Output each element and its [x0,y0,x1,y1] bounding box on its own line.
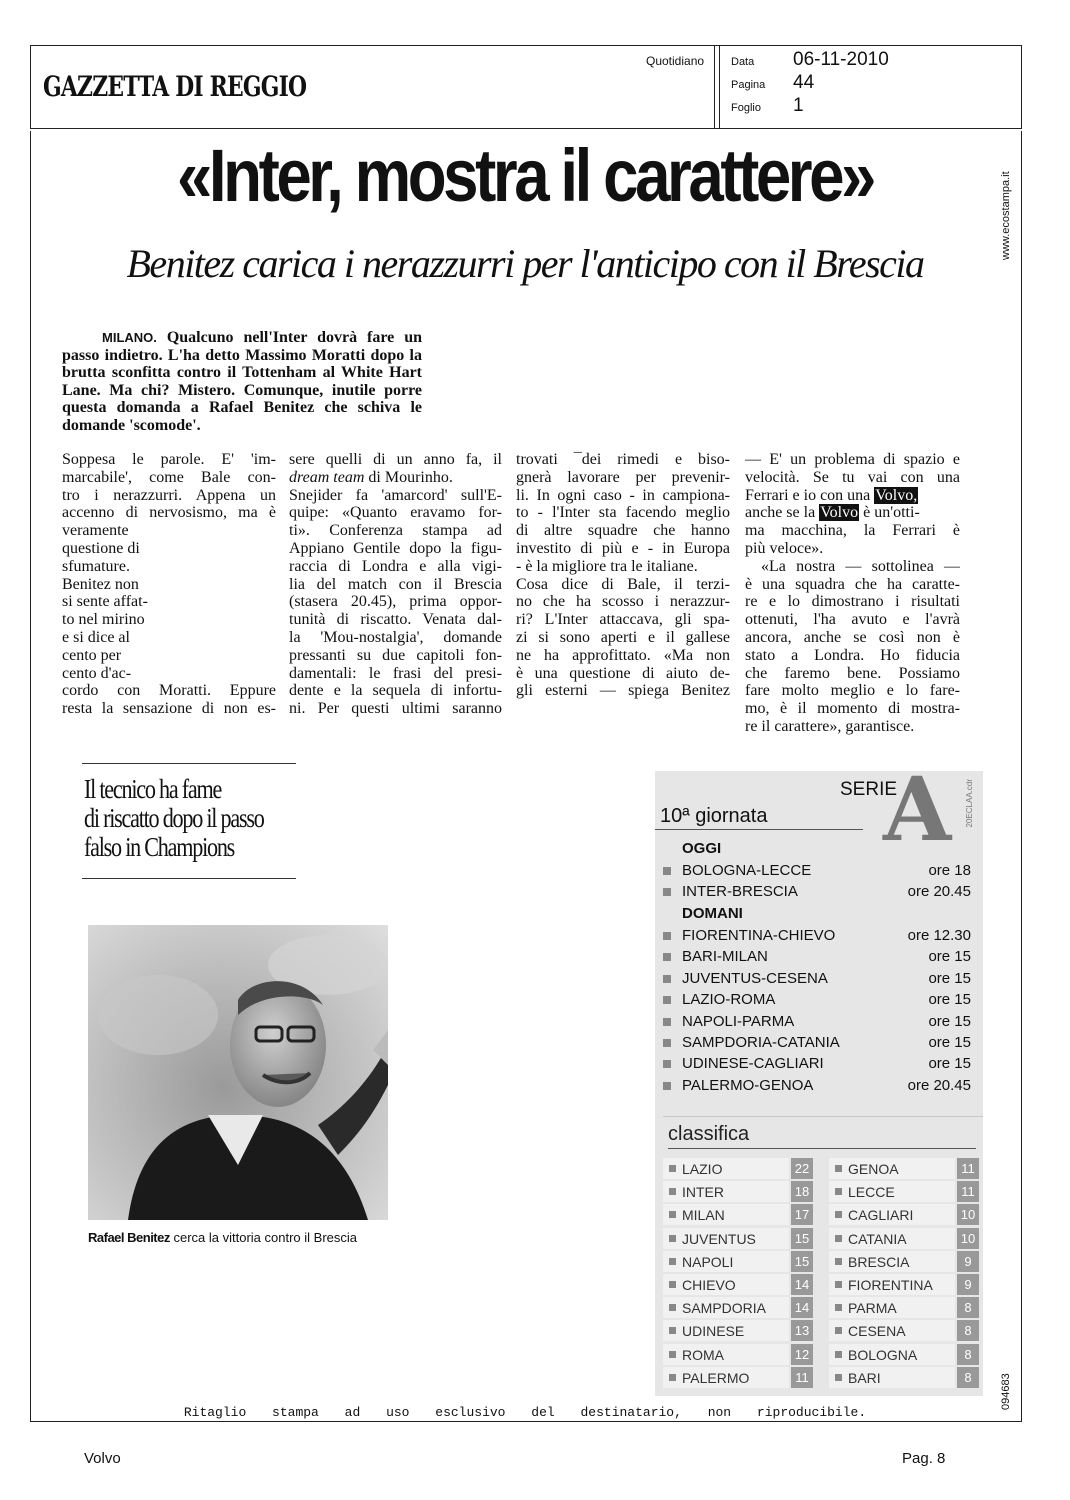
col3-line: gnerà lavorare per prevenir- [516,468,730,486]
fixture-row [655,926,983,947]
site-url: www.ecostampa.it [1000,171,1012,260]
article-column-4 [745,451,960,736]
col2-line: raccia di Londra e alla vigi- [289,557,502,575]
team-name: JUVENTUS [682,1230,756,1247]
fixture-time: ore 15 [928,1034,971,1051]
round-title: 10ª giornata [660,805,768,827]
bullet-icon [835,1281,842,1288]
fixture-teams: BOLOGNA-LECCE [682,862,812,879]
bullet-icon [669,1258,676,1265]
meta-page-value: 44 [793,72,815,93]
team-name: LECCE [848,1184,895,1201]
col3-line: è una questione di aiuto de- [516,664,730,682]
meta-page-label: Pagina [731,79,766,91]
copyright-notice: Ritaglio stampa ad uso esclusivo del destinatario, non riproducibile. [183,1405,867,1420]
col2-line: dente e la sequela di infortu- [289,682,502,700]
team-name: LAZIO [682,1161,723,1177]
col2-line: (stasera 20.45), prima oppor- [289,593,502,611]
team-name: SAMPDORIA [682,1300,767,1317]
standings-row [663,1344,813,1366]
col3-line: trovati ¯dei rimedi e biso- [516,451,730,468]
team-points: 8 [957,1367,979,1388]
col4-line: ottenuti, l'ha avuto e l'avrà [745,611,960,629]
brand-highlight: Volvo [820,504,859,522]
standings-row [663,1204,813,1226]
standings-row [829,1158,979,1180]
team-name: BARI [848,1369,881,1386]
bullet-icon [835,1327,842,1334]
masthead-logo: GAZZETTA DI REGGIO [43,70,307,103]
team-points: 18 [791,1181,813,1202]
article-column-3 [516,451,730,700]
team-points: 14 [791,1297,813,1318]
col3-line: ri? L'Inter attaccava, gli spa- [516,611,730,629]
team-points: 10 [957,1228,979,1249]
standings-title: classifica [668,1123,750,1145]
callout-rule-bottom [82,878,296,879]
standings-row [829,1204,979,1226]
bullet-icon [835,1165,842,1172]
team-name: CESENA [848,1323,906,1340]
meta-sheet-value: 1 [793,95,804,116]
standings-row [829,1274,979,1296]
fixture-row [655,1076,983,1097]
periodicity-label: Quotidiano [646,54,705,68]
brand-highlight: Volvo, [875,486,918,504]
col1-line: tro i nerazzurri. Appena un [62,486,276,504]
bullet-icon [663,953,671,961]
caption-text: cerca la vittoria contro il Brescia [169,1230,357,1245]
col1-line: Soppesa le parole. E' 'im- [62,451,276,468]
team-points: 11 [957,1181,979,1202]
col1-line: questione di [62,539,140,557]
pull-quote [84,775,281,862]
fixture-time: ore 15 [928,948,971,966]
footer-client: Volvo [84,1450,121,1467]
fixture-teams: UDINESE-CAGLIARI [682,1055,824,1073]
team-name: PALERMO [682,1369,750,1386]
standings-row [663,1158,813,1180]
col2-line: lia del match con il Brescia [289,575,502,593]
bullet-icon [669,1304,676,1311]
bullet-icon [669,1281,676,1288]
fixture-time: ore 20.45 [907,1076,971,1094]
standings-row [663,1251,813,1273]
bullet-icon [669,1188,676,1195]
col4-line: che faremo bene. Possiamo [745,664,960,682]
team-name: PARMA [848,1300,897,1317]
col3-line: investito di più e - in Europa [516,539,730,557]
bullet-icon [669,1235,676,1242]
team-points: 15 [791,1228,813,1249]
meta-date-value: 06-11-2010 [793,49,889,70]
team-points: 12 [791,1344,813,1365]
fixture-row [655,1012,983,1033]
fixture-teams: BARI-MILAN [682,948,768,966]
standings-row [829,1320,979,1342]
col4-line: re il carattere», garantisce. [745,717,915,735]
standings-row [663,1181,813,1203]
col3-line: ne ha approfittato. «Ma non [516,646,730,664]
footer-page: Pag. 8 [902,1450,946,1467]
headline: «Inter, mostra il carattere» [176,134,874,217]
bullet-icon [663,932,671,940]
meta-date-label: Data [731,56,755,68]
col2-line: quipe: «Quanto eravamo for- [289,504,502,522]
team-name: FIORENTINA [848,1277,933,1293]
bullet-icon [835,1304,842,1311]
col2-line: la 'Mou-nostalgia', domande [289,628,502,646]
bullet-icon [669,1211,676,1218]
team-name: NAPOLI [682,1253,734,1270]
pull-quote-line: di riscatto dopo il passo [84,803,264,833]
team-points: 8 [957,1320,979,1341]
bullet-icon [669,1374,676,1381]
col4-line: velocità. Se tu vai con una [745,468,960,486]
fixture-teams: INTER-BRESCIA [682,883,798,901]
col1-line: sfumature. [62,557,130,575]
fixture-time: ore 15 [928,991,971,1009]
col2-line: ti». Conferenza stampa ad [289,522,502,540]
bullet-icon [835,1188,842,1195]
article-column-1 [62,451,276,718]
standings-row [663,1274,813,1296]
team-points: 8 [957,1297,979,1318]
team-name: BOLOGNA [848,1346,918,1363]
clip-code: 094683 [1000,1373,1012,1410]
bullet-icon [835,1258,842,1265]
bullet-icon [669,1165,676,1172]
team-name: CATANIA [848,1230,907,1247]
col3-line: - è la migliore tra le italiane. [516,557,698,575]
bullet-icon [669,1327,676,1334]
team-points: 13 [791,1320,813,1341]
fixture-teams: JUVENTUS-CESENA [682,969,828,987]
standings-rule [668,1148,976,1149]
photo-caption [88,1230,357,1245]
col1-line: marcabile', come Bale con- [62,468,276,486]
subheadline: Benitez carica i nerazzurri per l'anticipo con il Brescia [126,241,924,286]
fixture-teams: SAMPDORIA-CATANIA [682,1034,840,1051]
fixture-time: ore 15 [928,1055,971,1073]
team-points: 9 [957,1251,979,1272]
callout-rule-top [82,763,296,764]
bullet-icon [663,867,671,875]
team-name: MILAN [682,1207,725,1224]
col1-line: veramente [62,522,129,540]
pull-quote-line: Il tecnico ha fame [84,774,222,804]
col1-line: si sente affat- [62,593,148,611]
col1-line: resta la sensazione di non es- [62,700,276,718]
header-box [30,45,1022,129]
meta-sheet-label: Foglio [731,102,761,114]
fixture-row [655,1054,983,1075]
fixture-row [655,882,983,903]
col2-line: sere quelli di un anno fa, il [289,451,502,468]
col1-line: cordo con Moratti. Eppure [62,682,276,700]
fixture-row [655,969,983,990]
col3-line: Cosa dice di Bale, il terzi- [516,575,730,593]
fixture-time: ore 18 [928,862,971,879]
team-points: 9 [957,1274,979,1295]
fixture-time: ore 15 [928,1012,971,1030]
standings-row [829,1181,979,1203]
col2-line: pressanti su due capitoli fon- [289,646,502,664]
fixture-teams: FIORENTINA-CHIEVO [682,927,836,944]
standings-row [663,1320,813,1342]
pull-quote-line: falso in Champions [84,832,235,862]
team-name: CAGLIARI [848,1207,914,1224]
standings-row [829,1228,979,1250]
fixture-teams: NAPOLI-PARMA [682,1012,795,1030]
team-name: GENOA [848,1161,899,1177]
col4-line: stato a Londra. Ho fiducia [745,646,960,664]
col1-line: cento d'ac- [62,664,132,682]
standings-row [829,1344,979,1366]
col4-line: — E' un problema di spazio e [745,451,960,468]
team-name: ROMA [682,1346,724,1363]
col2-line: tunità di riscatto. Venata dal- [289,611,502,629]
col4-line: è una squadra che ha caratte- [745,575,960,593]
team-points: 11 [957,1158,979,1179]
fixture-row [655,947,983,968]
bullet-icon [835,1351,842,1358]
standings-row [663,1228,813,1250]
team-points: 22 [791,1158,813,1179]
team-name: UDINESE [682,1323,745,1340]
bullet-icon [663,996,671,1004]
fixture-teams: LAZIO-ROMA [682,991,776,1009]
bullet-icon [835,1374,842,1381]
col3-line: to - l'Inter sta facendo meglio [516,504,730,522]
col3-line: zi si sono aperti e il gallese [516,628,730,646]
serie-label: SERIE [840,779,898,800]
graphic-credit: 20ECLAA.cdr [965,779,974,828]
team-points: 10 [957,1204,979,1225]
fixture-row [655,861,983,882]
col1-line: accenno di nervosismo, ma è [62,504,276,522]
dateline: MILANO. [102,330,157,345]
col3-line: gli esterni — spiega Benitez [516,682,730,700]
serie-letter: A [883,757,952,861]
fixture-teams: PALERMO-GENOA [682,1076,814,1094]
bullet-icon [663,1082,671,1090]
col2-line: Appiano Gentile dopo la figu- [289,539,502,557]
round-rule [655,829,863,830]
fixture-time: ore 15 [928,969,971,987]
bullet-icon [663,888,671,896]
col2-line: dream team di Mourinho. [289,468,453,486]
col4-line: «La nostra — sottolinea — [761,557,960,575]
fixture-time: ore 12.30 [907,927,971,944]
team-name: INTER [682,1184,724,1201]
col2-line: Snejider fa 'amarcord' sull'E- [289,486,502,504]
lead-paragraph [62,329,422,434]
benitez-photo [88,925,388,1220]
col1-line: to nel mirino [62,611,145,629]
bullet-icon [663,1039,671,1047]
article-column-2 [289,451,502,718]
team-points: 17 [791,1204,813,1225]
col4-line: Ferrari e io con una Volvo, [745,486,918,504]
bullet-icon [663,1060,671,1068]
bullet-icon [835,1235,842,1242]
col4-line: più veloce». [745,539,824,557]
standings-row [829,1297,979,1319]
col4-line: mo, è il momento di mostra- [745,700,960,718]
col3-line: no che ha scosso i nerazzur- [516,593,730,611]
team-points: 8 [957,1344,979,1365]
serie-a-box [655,757,983,1396]
col1-line: Benitez non [62,575,139,593]
team-name: CHIEVO [682,1277,736,1293]
col3-line: li. In ogni caso - in campiona- [516,486,730,504]
team-points: 15 [791,1251,813,1272]
caption-name: Rafael Benitez [88,1230,170,1245]
col4-line: re e lo dimostrano i risultati [745,593,960,611]
col1-line: e si dice al [62,628,130,646]
lead-text: Qualcuno nell'Inter dovrà fare un passo indietro. L'ha detto Massimo Moratti dopo la brutta sconfitta contro il Tottenham al White Hart Lane. Ma chi? Mistero. Comunque, inutile porre questa domanda a Rafael Benitez che schiva le domande 'scomode'. [62,329,422,434]
standings-row [829,1367,979,1389]
col3-line: di altre squadre che hanno [516,522,730,540]
team-points: 11 [791,1367,813,1388]
standings-row [663,1367,813,1389]
col4-line: ancora, anche se così non è [745,628,960,646]
bullet-icon [835,1211,842,1218]
team-points: 14 [791,1274,813,1295]
standings-separator [663,1116,983,1117]
bullet-icon [663,975,671,983]
fixture-row [655,1033,983,1054]
bullet-icon [663,1018,671,1026]
tomorrow-label: DOMANI [682,905,743,922]
col4-line: ma macchina, la Ferrari è [745,522,960,540]
fixture-row [655,990,983,1011]
col4-line: fare molto meglio e lo fare- [745,682,960,700]
standings-row [663,1297,813,1319]
col1-line: cento per [62,646,122,664]
col4-line: anche se la Volvo è un'otti- [745,504,920,522]
standings-row [829,1251,979,1273]
bullet-icon [669,1351,676,1358]
fixture-time: ore 20.45 [907,883,971,901]
today-label: OGGI [682,840,722,857]
col2-line: damentali: le frasi del presi- [289,664,502,682]
col2-line: ni. Per questi ultimi saranno [289,700,502,718]
team-name: BRESCIA [848,1253,910,1270]
